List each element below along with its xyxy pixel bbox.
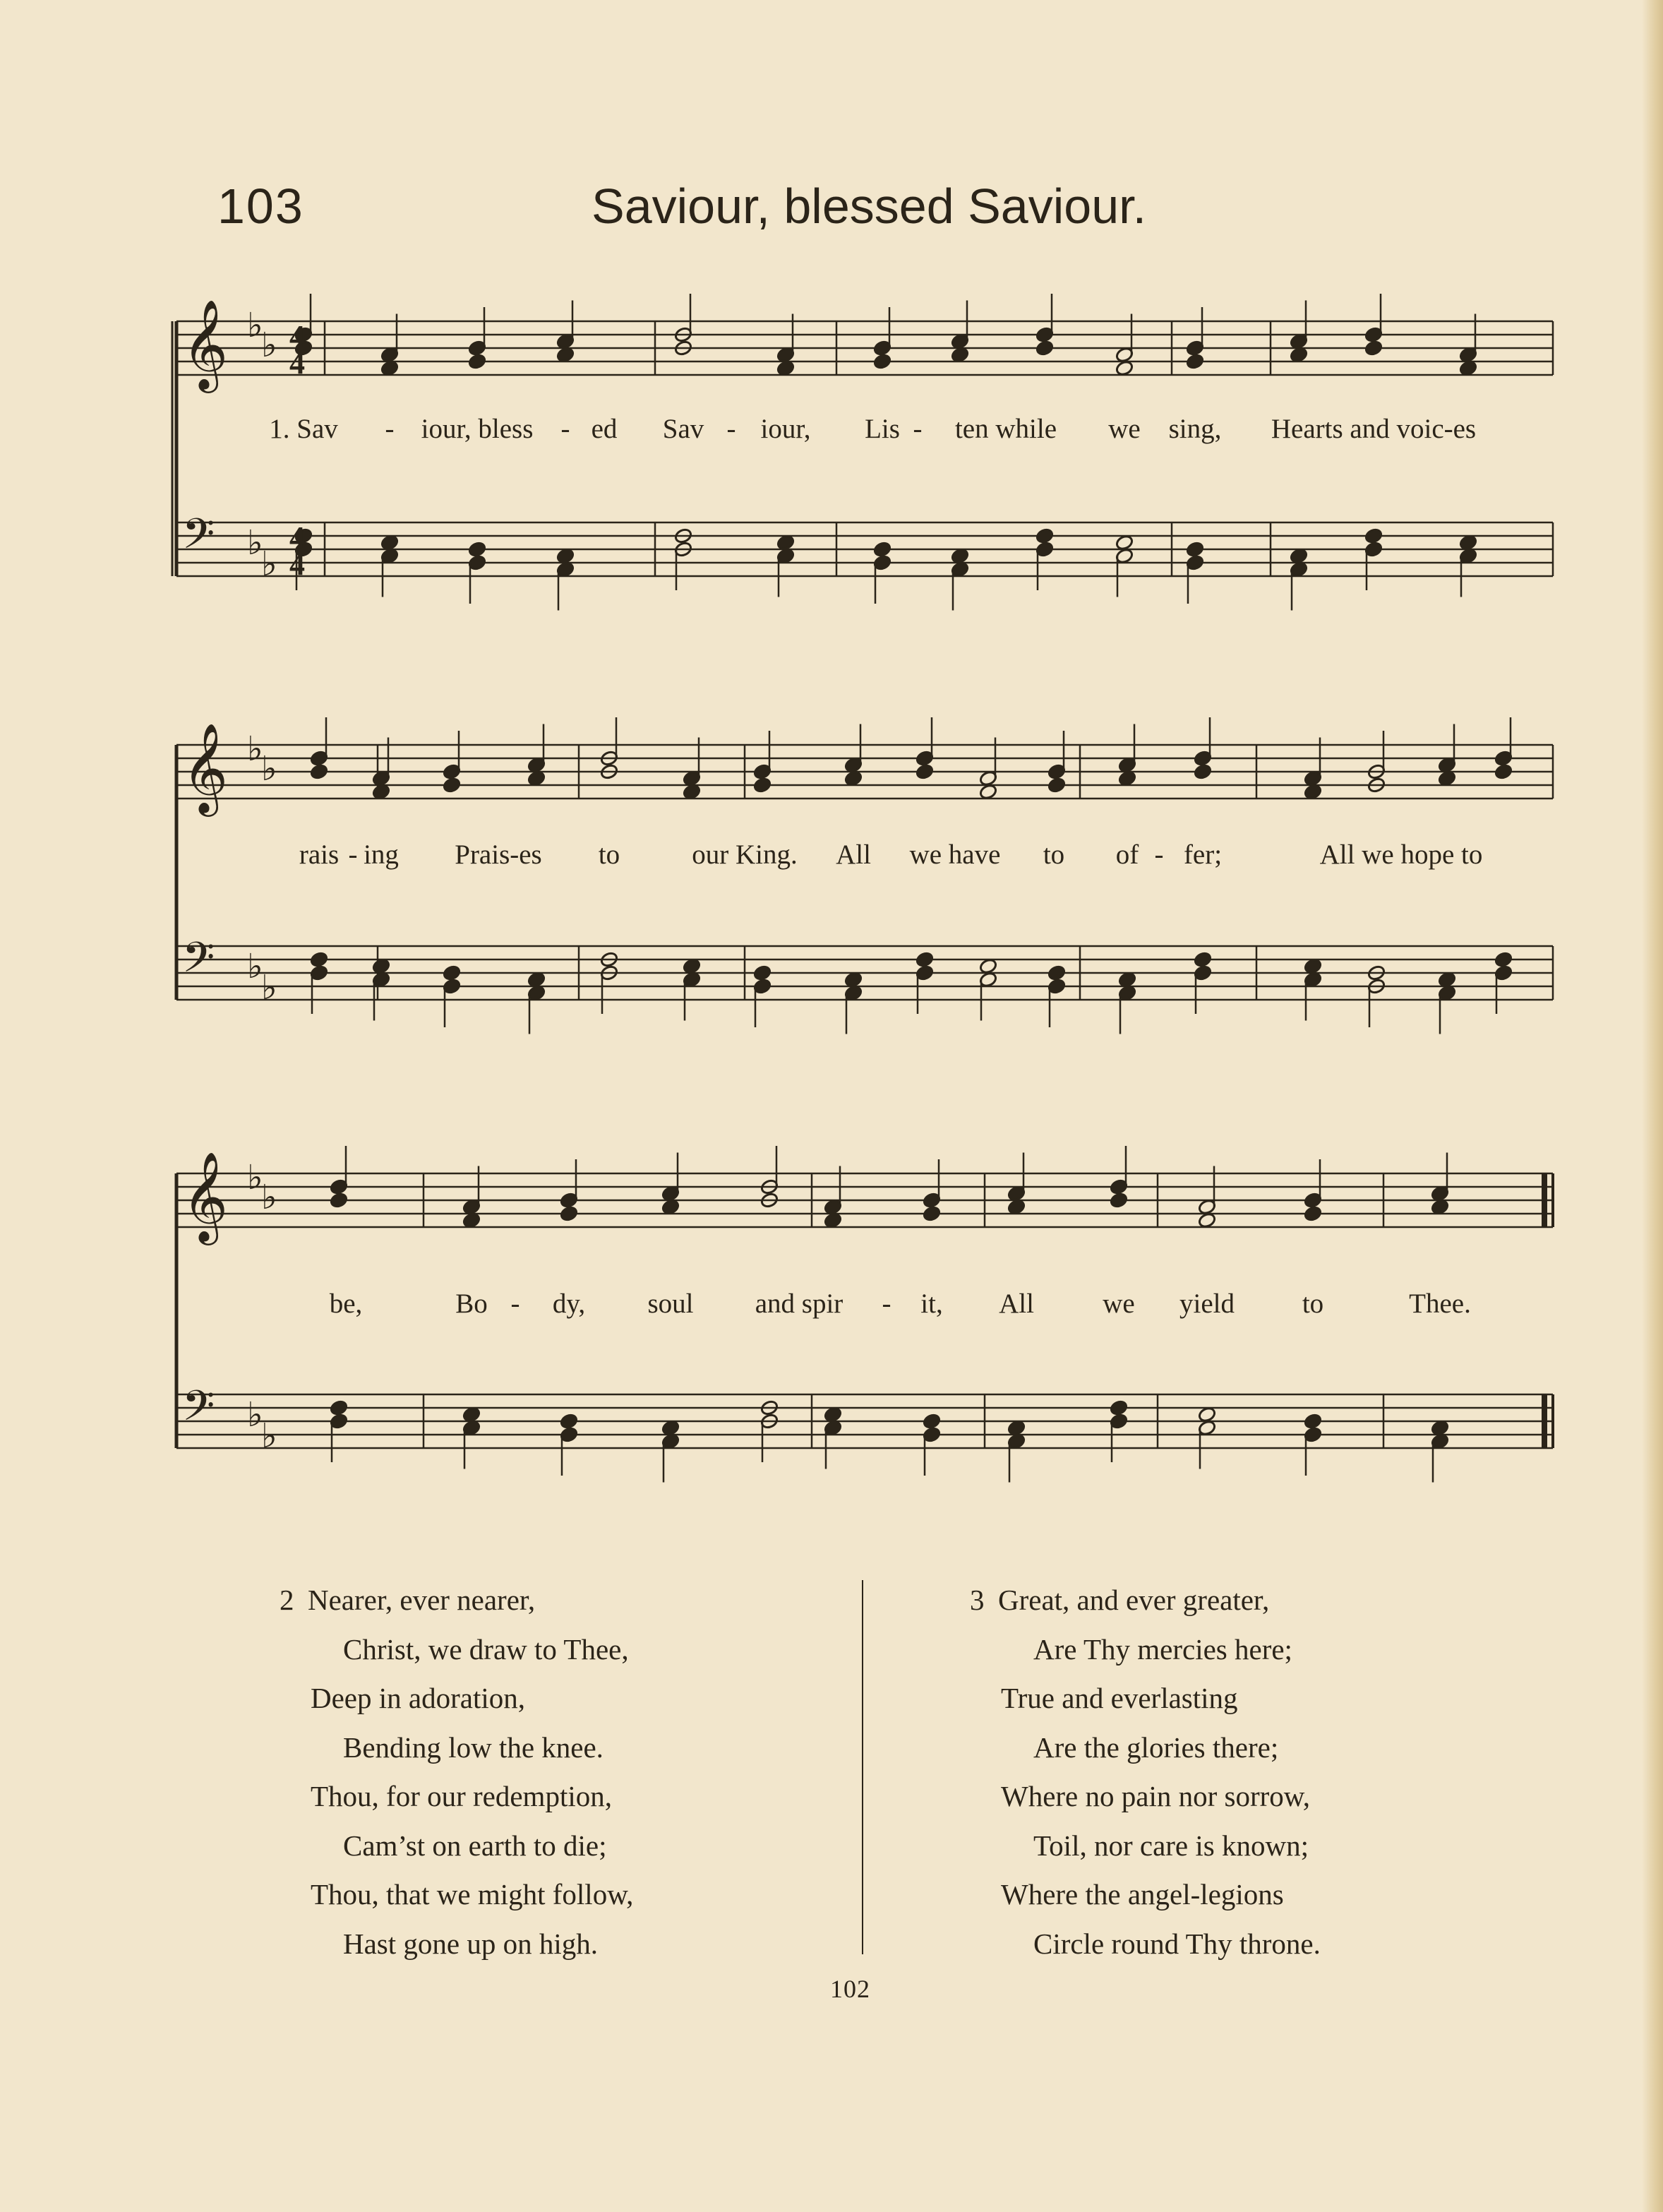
note-head (923, 1205, 942, 1222)
verse-line: True and everlasting (1001, 1682, 1238, 1714)
note-head (753, 964, 772, 981)
lyric-syllable: to (598, 839, 620, 870)
note-head (1494, 763, 1513, 780)
lyric-syllable: Sav (662, 414, 704, 444)
note-head (923, 1413, 942, 1430)
note-head (330, 1192, 349, 1209)
lyric-syllable: sing, (1168, 414, 1222, 444)
time-signature-bottom: 4 (289, 547, 305, 582)
lyric-syllable: we (1103, 1289, 1135, 1319)
note-head (1035, 527, 1055, 544)
note-head (915, 951, 935, 968)
time-signature-top: 4 (289, 520, 305, 555)
flat-icon: ♭ (247, 306, 263, 345)
note-head (1186, 353, 1205, 370)
verse-line: Are the glories there; (1033, 1730, 1279, 1764)
note-head (1047, 964, 1067, 981)
lyric-syllable: rais (299, 839, 340, 870)
verse-line: Are Thy mercies here; (1033, 1632, 1292, 1666)
lyric-syllable: our King. (692, 839, 798, 870)
flat-icon: ♭ (247, 523, 263, 563)
verse-3 (970, 1576, 1321, 1968)
verse-line: Where the angel-legions (1001, 1878, 1284, 1911)
lyric-syllable: 1. Sav (269, 414, 338, 444)
bass-clef-icon: 𝄢 (182, 1381, 215, 1440)
verse-number: 2 (280, 1584, 294, 1616)
lyric-syllable: ten while (954, 414, 1057, 444)
lyric-syllable: dy, (552, 1289, 586, 1319)
note-head (873, 353, 892, 370)
lyric-syllable: ing (364, 839, 399, 870)
time-signature-bottom: 4 (289, 346, 305, 381)
verse-line: Toil, nor care is known; (1033, 1829, 1309, 1862)
verse-line: Thou, that we might follow, (311, 1878, 634, 1911)
lyric-syllable: iour, bless (421, 414, 534, 444)
time-signature-top: 4 (289, 319, 305, 354)
note-head (1047, 777, 1067, 794)
lyric-syllable: Bo (455, 1289, 488, 1319)
lyric-syllable: Prais-es (455, 839, 542, 870)
lyric-syllable: we (1108, 414, 1141, 444)
lyric-syllable: fer; (1183, 839, 1223, 870)
lyric-hyphen: - (1154, 839, 1164, 870)
verse-line: Deep in adoration, (311, 1682, 525, 1714)
flat-icon: ♭ (261, 544, 277, 584)
verse-2 (280, 1576, 634, 1968)
lyric-syllable: and spir (755, 1289, 843, 1319)
note-head (1194, 763, 1213, 780)
flat-icon: ♭ (247, 1395, 263, 1435)
verse-line: Cam’st on earth to die; (343, 1829, 607, 1862)
lyric-hyphen: - (510, 1289, 520, 1319)
lyric-syllable: Thee. (1409, 1289, 1471, 1319)
verse-line: Christ, we draw to Thee, (343, 1632, 629, 1666)
lyric-syllable: Hearts and voic-es (1271, 414, 1477, 444)
verse-line: Where no pain nor sorrow, (1001, 1780, 1310, 1812)
treble-clef-icon: 𝄞 (182, 299, 229, 389)
page-number: 102 (830, 1975, 870, 2003)
treble-clef-icon: 𝄞 (182, 1151, 229, 1241)
lyric-syllable: of (1115, 839, 1139, 870)
lyric-syllable: All (836, 839, 871, 870)
lyric-syllable: to (1302, 1289, 1324, 1319)
lyric-syllable: soul (647, 1289, 694, 1319)
verse-line: Circle round Thy throne. (1033, 1927, 1321, 1960)
lyric-syllable: we have (909, 839, 1001, 870)
note-head (1110, 1192, 1129, 1209)
lyric-hyphen: - (348, 839, 358, 870)
note-head (443, 964, 462, 981)
lyric-syllable: All we hope to (1319, 839, 1483, 870)
flat-icon: ♭ (261, 968, 277, 1008)
lyric-hyphen: - (560, 414, 570, 444)
note-head (1186, 541, 1205, 558)
verse-line: Thou, for our redemption, (311, 1780, 612, 1812)
note-head (560, 1205, 579, 1222)
note-head (1494, 951, 1513, 968)
hymn-title: Saviour, blessed Saviour. (592, 179, 1147, 234)
lyric-syllable: yield (1179, 1289, 1235, 1319)
verse-line: Hast gone up on high. (343, 1927, 598, 1960)
flat-icon: ♭ (261, 1178, 277, 1217)
flat-icon: ♭ (247, 947, 263, 986)
verse-line: 2 Nearer, ever nearer, (311, 1576, 633, 1625)
note-head (873, 541, 892, 558)
note-head (1364, 340, 1383, 357)
lyric-hyphen: - (726, 414, 736, 444)
treble-clef-icon: 𝄞 (182, 722, 229, 813)
note-head (753, 777, 772, 794)
verse-number: 3 (970, 1584, 985, 1616)
note-head (443, 777, 462, 794)
lyric-syllable: Lis (865, 414, 900, 444)
bass-clef-icon: 𝄢 (182, 933, 215, 992)
lyric-syllable: it, (920, 1289, 943, 1319)
note-head (310, 951, 329, 968)
lyric-syllable: iour, (760, 414, 811, 444)
note-head (468, 541, 487, 558)
flat-icon: ♭ (261, 749, 277, 789)
flat-icon: ♭ (261, 325, 277, 365)
hymn-number: 103 (217, 179, 304, 234)
lyric-hyphen: - (882, 1289, 891, 1319)
note-head (560, 1413, 579, 1430)
bass-clef-icon: 𝄢 (182, 509, 215, 568)
lyric-syllable: to (1043, 839, 1065, 870)
flat-icon: ♭ (261, 1416, 277, 1456)
flat-icon: ♭ (247, 729, 263, 769)
note-head (1110, 1399, 1129, 1416)
note-head (915, 763, 935, 780)
note-head (330, 1399, 349, 1416)
note-head (1304, 1413, 1323, 1430)
verse-divider (862, 1580, 863, 1954)
note-head (1304, 1205, 1323, 1222)
note-head (468, 353, 487, 370)
note-head (310, 763, 329, 780)
flat-icon: ♭ (247, 1158, 263, 1197)
note-head (1364, 527, 1383, 544)
note-head (1194, 951, 1213, 968)
lyric-hyphen: - (385, 414, 395, 444)
note-head (1035, 340, 1055, 357)
lyric-syllable: All (999, 1289, 1034, 1319)
verse-line: 3 Great, and ever greater, (1001, 1576, 1321, 1625)
lyric-syllable: ed (591, 414, 618, 444)
lyric-hyphen: - (913, 414, 923, 444)
lyric-syllable: be, (329, 1289, 363, 1319)
verse-line: Bending low the knee. (343, 1730, 604, 1764)
